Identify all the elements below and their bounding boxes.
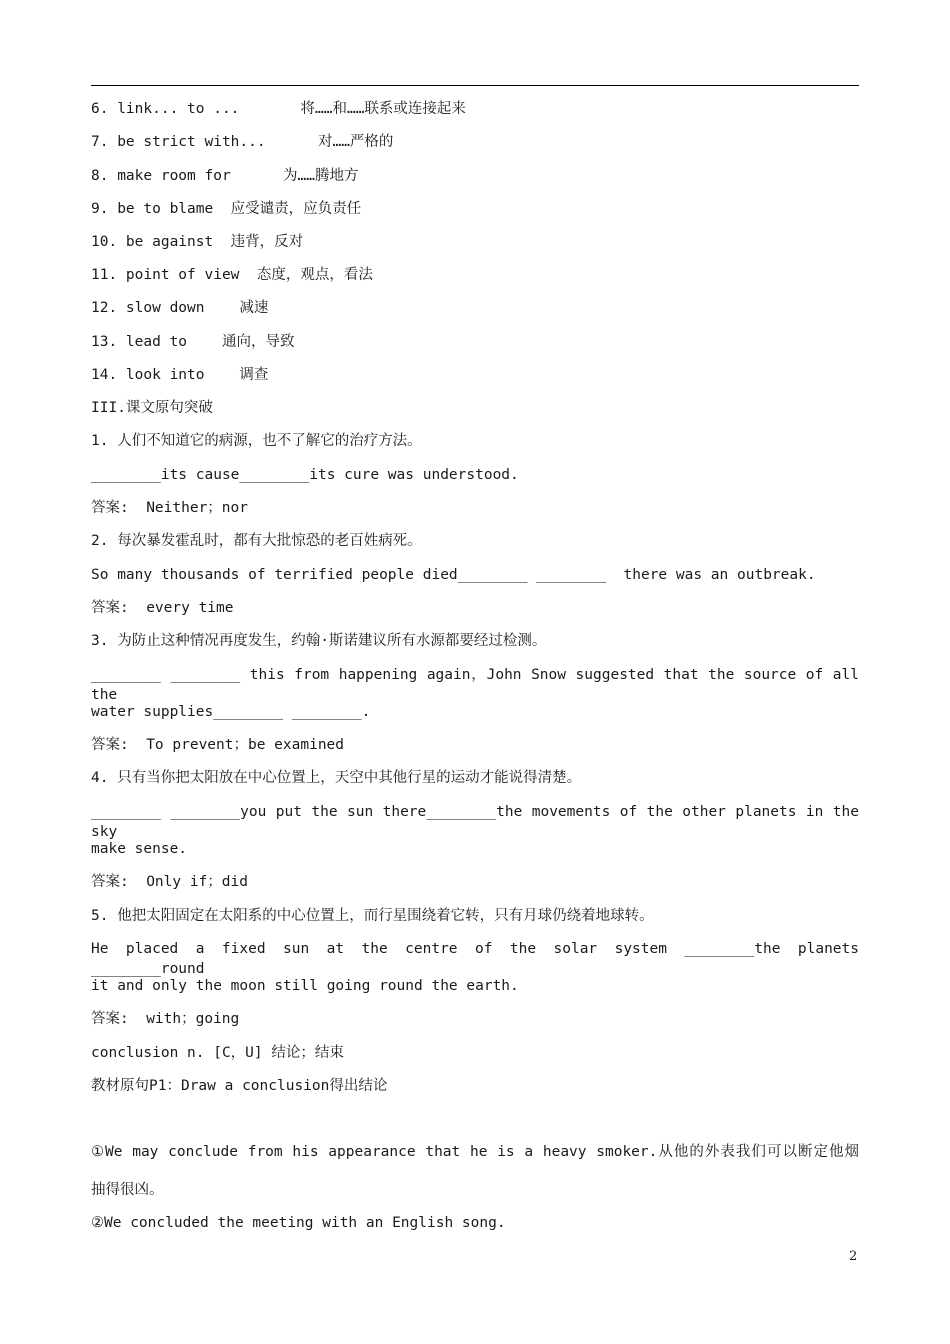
question-2: 2. 每次暴发霍乱时，都有大批惊恐的老百姓病死。 <box>91 533 422 549</box>
section-heading: III.课文原句突破 <box>91 400 213 416</box>
vocab-entry: conclusion n. [C，U] 结论；结束 <box>91 1045 344 1061</box>
question-1: 1. 人们不知道它的病源，也不了解它的治疗方法。 <box>91 433 422 449</box>
phrase-14: 14. look into 调查 <box>91 367 269 383</box>
question-4: 4. 只有当你把太阳放在中心位置上，天空中其他行星的运动才能说得清楚。 <box>91 770 582 786</box>
question-3: 3. 为防止这种情况再度发生，约翰·斯诺建议所有水源都要经过检测。 <box>91 633 547 649</box>
example-2: ②We concluded the meeting with an English song. <box>91 1215 506 1231</box>
answer-2: 答案: every time <box>91 600 234 616</box>
blank-sentence-2: So many thousands of terrified people died________ ________ there was an outbreak. <box>91 567 816 583</box>
phrase-7: 7. be strict with... 对……严格的 <box>91 134 394 150</box>
phrase-11: 11. point of view 态度，观点，看法 <box>91 267 373 283</box>
example-1: ①We may conclude from his appearance that he is a heavy smoker.从他的外表我们可以断定他烟 <box>91 1144 859 1160</box>
answer-1: 答案: Neither；nor <box>91 500 248 516</box>
phrase-8: 8. make room for 为……腾地方 <box>91 168 359 184</box>
phrase-9: 9. be to blame 应受谴责，应负责任 <box>91 201 362 217</box>
blank-sentence-4-cont: make sense. <box>91 841 188 857</box>
blank-sentence-3-cont: water supplies________ ________. <box>91 704 371 720</box>
blank-sentence-5-cont: it and only the moon still going round the earth. <box>91 978 519 994</box>
blank-sentence-4: ________ ________you put the sun there________the movements of the other planets in the sky <box>91 804 859 840</box>
question-5: 5. 他把太阳固定在太阳系的中心位置上，而行星围绕着它转，只有月球仍绕着地球转。 <box>91 908 654 924</box>
blank-sentence-5: He placed a fixed sun at the centre of the solar system ________the planets ________round <box>91 941 859 977</box>
example-1-cont: 抽得很凶。 <box>91 1182 164 1198</box>
blank-sentence-1: ________its cause________its cure was understood. <box>91 467 519 483</box>
phrase-6: 6. link... to ... 将……和……联系或连接起来 <box>91 101 466 117</box>
phrase-12: 12. slow down 减速 <box>91 300 269 316</box>
phrase-13: 13. lead to 通向，导致 <box>91 334 295 350</box>
page-number: 2 <box>849 1249 858 1264</box>
blank-sentence-3: ________ ________ this from happening again，John Snow suggested that the source of all the <box>91 667 859 703</box>
phrase-10: 10. be against 违背，反对 <box>91 234 304 250</box>
textbook-sentence: 教材原句P1：Draw a conclusion得出结论 <box>91 1078 388 1094</box>
answer-4: 答案: Only if；did <box>91 874 248 890</box>
header-rule <box>91 85 859 86</box>
answer-3: 答案: To prevent；be examined <box>91 737 345 753</box>
answer-5: 答案: with；going <box>91 1011 240 1027</box>
